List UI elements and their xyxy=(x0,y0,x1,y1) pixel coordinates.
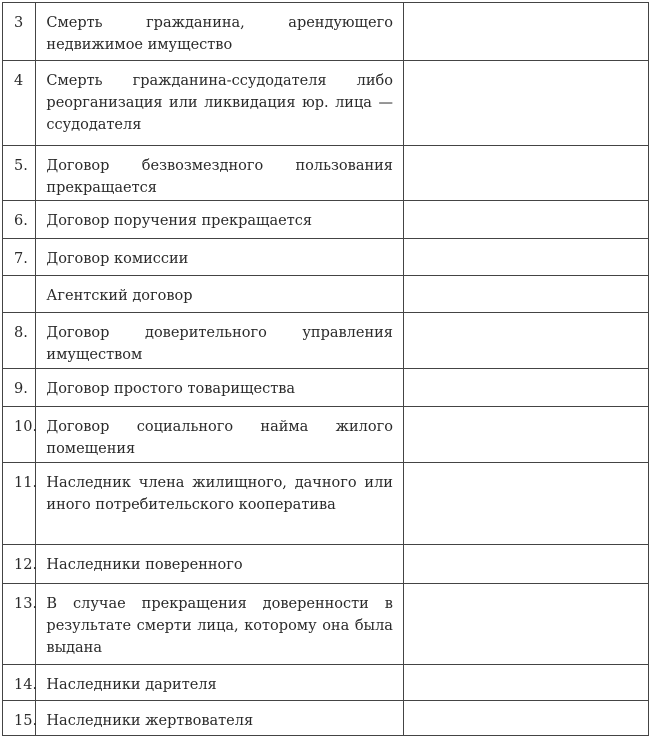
row-number: 3 xyxy=(3,3,36,61)
row-number: 5. xyxy=(3,146,36,201)
row-text: Договор безвозмездного пользования прекращается xyxy=(36,146,404,201)
row-answer-cell xyxy=(403,3,648,61)
row-answer-cell xyxy=(403,665,648,701)
row-answer-cell xyxy=(403,369,648,407)
row-number: 15. xyxy=(3,701,36,736)
row-number: 10. xyxy=(3,407,36,463)
row-number: 11. xyxy=(3,463,36,545)
row-answer-cell xyxy=(403,545,648,584)
row-answer-cell xyxy=(403,701,648,736)
document-table xyxy=(2,2,649,736)
row-text: Договор доверительного управления имуществом xyxy=(36,313,404,369)
table-row xyxy=(3,407,649,463)
row-answer-cell xyxy=(403,407,648,463)
row-number: 7. xyxy=(3,239,36,276)
row-text: Агентский договор xyxy=(36,276,404,313)
table-row xyxy=(3,146,649,201)
row-answer-cell xyxy=(403,201,648,239)
row-text: Наследники поверенного xyxy=(36,545,404,584)
row-answer-cell xyxy=(403,584,648,665)
table-row xyxy=(3,61,649,146)
row-number: 4 xyxy=(3,61,36,146)
row-number: 13. xyxy=(3,584,36,665)
table-row xyxy=(3,701,649,736)
table-body xyxy=(3,3,649,736)
row-number xyxy=(3,276,36,313)
row-answer-cell xyxy=(403,276,648,313)
table-row xyxy=(3,584,649,665)
row-answer-cell xyxy=(403,463,648,545)
table-row xyxy=(3,201,649,239)
row-answer-cell xyxy=(403,61,648,146)
table-row xyxy=(3,369,649,407)
row-answer-cell xyxy=(403,146,648,201)
row-number: 14. xyxy=(3,665,36,701)
row-text: Договор простого товарищества xyxy=(36,369,404,407)
table-row xyxy=(3,276,649,313)
row-number: 6. xyxy=(3,201,36,239)
table-row xyxy=(3,665,649,701)
row-text: Наследник члена жилищного, дачного или иного потребительского кооператива xyxy=(36,463,404,545)
row-text: Договор социального найма жилого помещения xyxy=(36,407,404,463)
row-text: Смерть гражданина-ссудодателя либо реорганизация или ликвидация юр. лица — ссудодателя xyxy=(36,61,404,146)
row-number: 9. xyxy=(3,369,36,407)
row-answer-cell xyxy=(403,313,648,369)
table-row xyxy=(3,3,649,61)
row-text: Договор комиссии xyxy=(36,239,404,276)
row-text: Смерть гражданина, арендующего недвижимое имущество xyxy=(36,3,404,61)
table-row xyxy=(3,545,649,584)
row-answer-cell xyxy=(403,239,648,276)
table-row xyxy=(3,313,649,369)
row-number: 12. xyxy=(3,545,36,584)
row-text: Наследники дарителя xyxy=(36,665,404,701)
row-text: Наследники жертвователя xyxy=(36,701,404,736)
row-text: Договор поручения прекращается xyxy=(36,201,404,239)
row-number: 8. xyxy=(3,313,36,369)
row-text: В случае прекращения доверенности в результате смерти лица, которому она была выдана xyxy=(36,584,404,665)
table-row xyxy=(3,463,649,545)
table-row xyxy=(3,239,649,276)
